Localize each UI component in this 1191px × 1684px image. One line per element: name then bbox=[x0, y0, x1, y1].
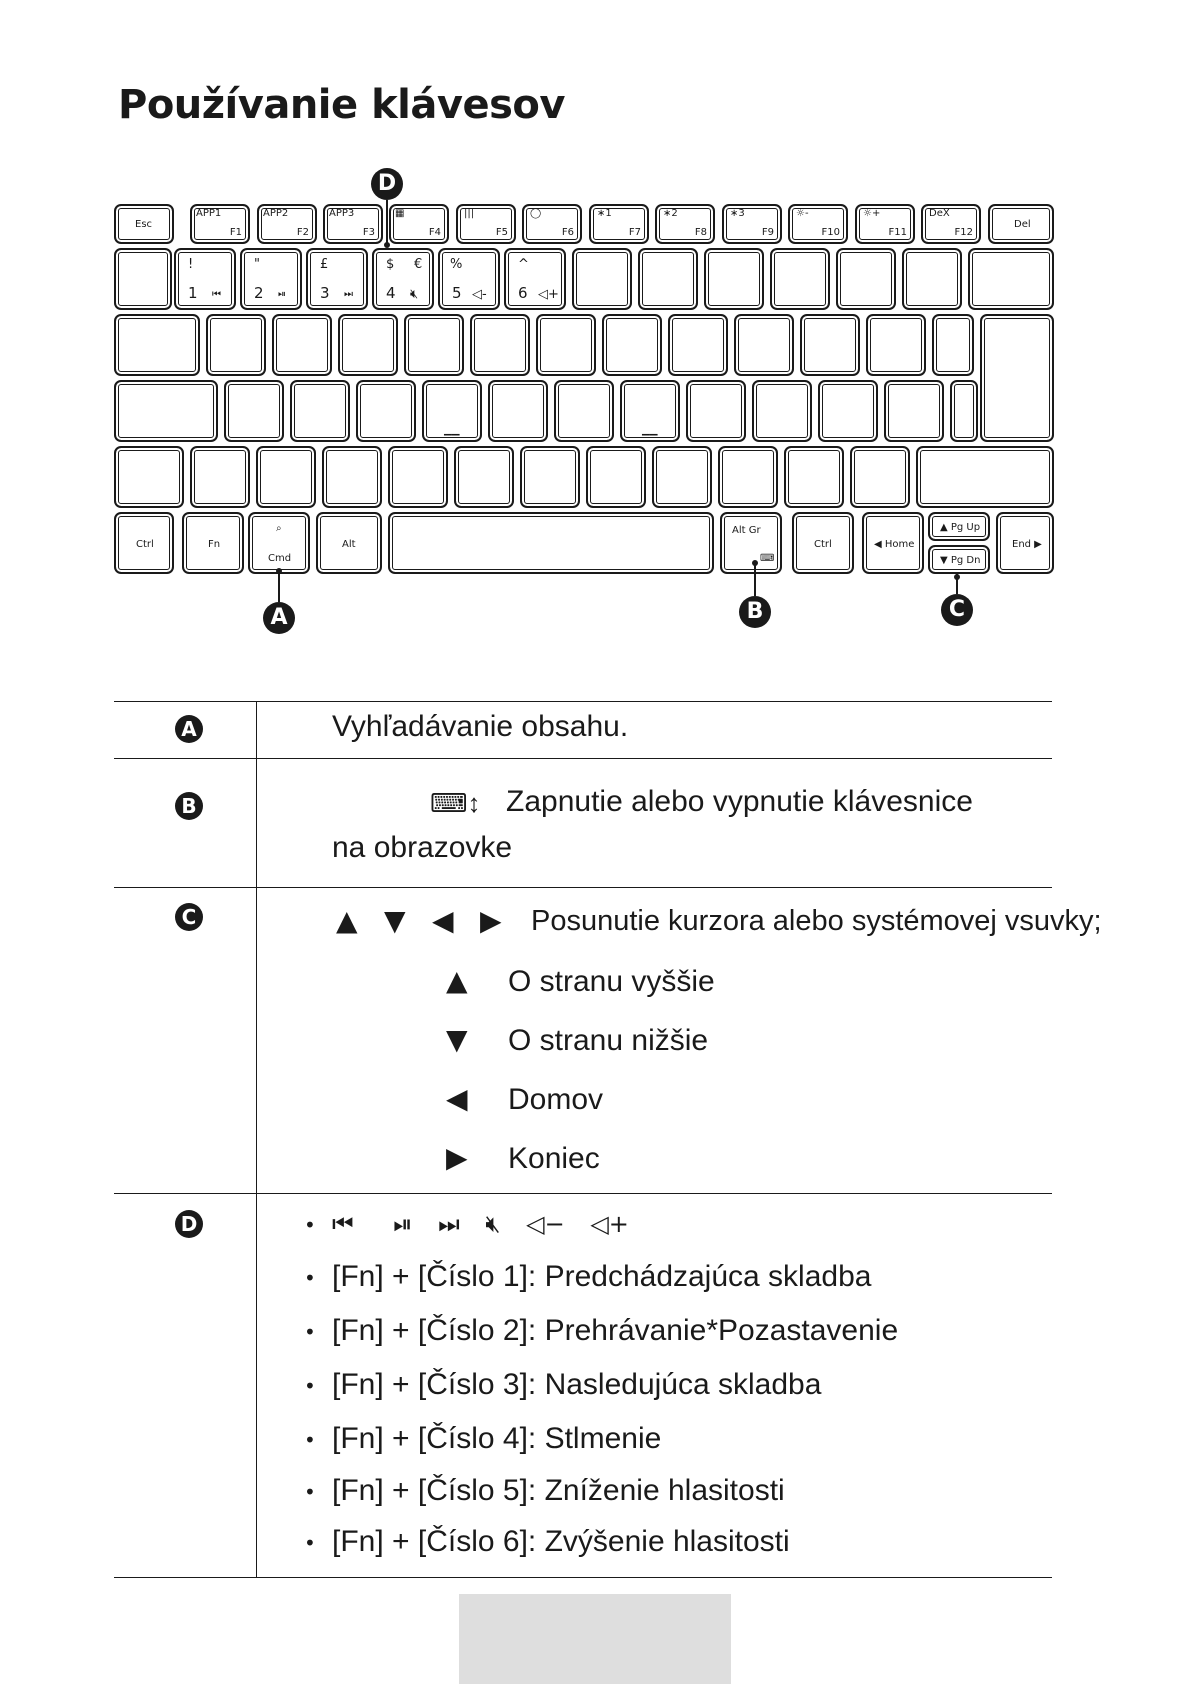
key-equals bbox=[902, 248, 962, 310]
row-c-item: Koniec bbox=[508, 1142, 600, 1175]
key-f9: ∗3 F9 bbox=[722, 204, 782, 244]
shortcut-item: [Fn] + [Číslo 2]: Prehrávanie*Pozastavenie bbox=[332, 1314, 899, 1347]
key-2: " 2 ⏯ bbox=[240, 248, 302, 310]
table-rule bbox=[114, 758, 1052, 759]
bullet: • bbox=[304, 1428, 316, 1452]
key-n bbox=[586, 446, 646, 508]
key-alt: Alt bbox=[316, 512, 382, 574]
row-c-item: Domov bbox=[508, 1083, 604, 1116]
key-backslash bbox=[190, 446, 250, 508]
key-k bbox=[686, 380, 746, 442]
callout-b-dot bbox=[752, 560, 758, 566]
row-badge-b: B bbox=[175, 792, 203, 820]
table-rule bbox=[114, 1193, 1052, 1194]
key-c bbox=[388, 446, 448, 508]
arrow-left-icon: ◀ bbox=[446, 1082, 468, 1115]
row-b-text-2: na obrazovke bbox=[332, 831, 513, 864]
key-f1: APP1 F1 bbox=[190, 204, 250, 244]
key-ctrl-right: Ctrl bbox=[792, 512, 854, 574]
row-badge-a: A bbox=[175, 715, 203, 743]
key-q bbox=[206, 314, 266, 376]
key-f bbox=[422, 380, 482, 442]
key-semicolon bbox=[818, 380, 878, 442]
key-del: Del bbox=[988, 204, 1054, 244]
recent-apps-icon: ▦ bbox=[395, 208, 405, 219]
key-8 bbox=[638, 248, 698, 310]
key-ctrl-left: Ctrl bbox=[114, 512, 174, 574]
row-badge-c: C bbox=[175, 903, 203, 931]
key-esc: Esc bbox=[114, 204, 174, 244]
key-f3: APP3 F3 bbox=[323, 204, 383, 244]
row-badge-d: D bbox=[175, 1210, 203, 1238]
row-c-item: O stranu vyššie bbox=[508, 965, 715, 998]
arrow-down-icon: ▼ bbox=[446, 1023, 468, 1056]
key-7 bbox=[572, 248, 632, 310]
key-caps bbox=[114, 380, 218, 442]
row-b-text-1: Zapnutie alebo vypnutie klávesnice bbox=[506, 785, 973, 818]
key-pgdn: ▼ Pg Dn bbox=[928, 545, 990, 574]
key-shift-left bbox=[114, 446, 184, 508]
shortcut-item: [Fn] + [Číslo 3]: Nasledujúca skladba bbox=[332, 1368, 822, 1401]
key-o bbox=[734, 314, 794, 376]
arrow-right-icon: ▶ bbox=[480, 904, 502, 937]
table-divider bbox=[256, 701, 257, 1577]
volume-down-icon: ◁− bbox=[526, 1210, 565, 1238]
key-a bbox=[224, 380, 284, 442]
bullet: • bbox=[304, 1480, 316, 1504]
bullet: • bbox=[304, 1213, 316, 1237]
key-quote bbox=[884, 380, 944, 442]
key-period bbox=[784, 446, 844, 508]
key-bracket-close bbox=[932, 314, 974, 376]
callout-d: D bbox=[371, 168, 403, 200]
table-rule bbox=[114, 701, 1052, 702]
key-y bbox=[536, 314, 596, 376]
callout-d-line bbox=[386, 200, 388, 246]
key-1: ! 1 ⏮ bbox=[174, 248, 236, 310]
key-l bbox=[752, 380, 812, 442]
shortcut-item: [Fn] + [Číslo 6]: Zvýšenie hlasitosti bbox=[332, 1525, 790, 1558]
keyboard-toggle-icon: ⌨ bbox=[760, 553, 775, 564]
key-end: End ▶ bbox=[996, 512, 1054, 574]
key-f4: ▦ F4 bbox=[389, 204, 449, 244]
key-minus bbox=[836, 248, 896, 310]
mute-icon: 🔇︎ bbox=[485, 1210, 501, 1238]
key-m bbox=[652, 446, 712, 508]
key-t bbox=[470, 314, 530, 376]
key-pgup: ▲ Pg Up bbox=[928, 512, 990, 541]
key-bracket-open bbox=[866, 314, 926, 376]
home-bump-marker: ▁▁ bbox=[444, 425, 460, 436]
key-comma bbox=[718, 446, 778, 508]
key-f8: ∗2 F8 bbox=[655, 204, 715, 244]
page-title: Používanie klávesov bbox=[118, 82, 565, 128]
brightness-down-icon: ☼- bbox=[796, 208, 809, 219]
media-icons-row bbox=[332, 1210, 629, 1238]
key-backtick bbox=[114, 248, 172, 310]
volume-up-icon: ◁+ bbox=[538, 287, 559, 302]
key-f12: DeX F12 bbox=[921, 204, 981, 244]
key-p bbox=[800, 314, 860, 376]
recent-icon: ||| bbox=[464, 208, 475, 219]
search-icon: ⌕ bbox=[276, 523, 282, 534]
volume-up-icon: ◁+ bbox=[590, 1210, 629, 1238]
table-rule bbox=[114, 1577, 1052, 1578]
brightness-up-icon: ☼+ bbox=[863, 208, 881, 219]
home-bump-marker: ▁▁ bbox=[642, 425, 658, 436]
play-pause-icon: ⏯ bbox=[393, 1210, 413, 1238]
key-r bbox=[404, 314, 464, 376]
callout-b-line bbox=[754, 562, 756, 596]
bluetooth-3-icon: ∗3 bbox=[730, 208, 745, 219]
key-cmd: ⌕ Cmd bbox=[248, 512, 310, 574]
key-fn: Fn bbox=[182, 512, 244, 574]
key-6: ^ 6 ◁+ bbox=[504, 248, 566, 310]
key-i bbox=[668, 314, 728, 376]
key-shift-right bbox=[916, 446, 1054, 508]
shortcut-item: [Fn] + [Číslo 4]: Stlmenie bbox=[332, 1422, 662, 1455]
next-track-icon: ⏭ bbox=[438, 1210, 460, 1238]
callout-d-dot bbox=[384, 242, 390, 248]
key-w bbox=[272, 314, 332, 376]
row-c-text: Posunutie kurzora alebo systémovej vsuvky; bbox=[531, 905, 1102, 937]
volume-down-icon: ◁- bbox=[472, 287, 487, 302]
shortcut-item: [Fn] + [Číslo 5]: Zníženie hlasitosti bbox=[332, 1474, 785, 1507]
keyboard-toggle-icon: ⌨↕ bbox=[430, 788, 481, 818]
key-v bbox=[454, 446, 514, 508]
bullet: • bbox=[304, 1531, 316, 1555]
arrow-right-icon: ▶ bbox=[446, 1141, 468, 1174]
key-tab bbox=[114, 314, 200, 376]
key-e bbox=[338, 314, 398, 376]
key-f11: ☼+ F11 bbox=[855, 204, 915, 244]
row-a-text: Vyhľadávanie obsahu. bbox=[332, 710, 629, 743]
key-h bbox=[554, 380, 614, 442]
previous-track-icon: ⏮ bbox=[332, 1210, 354, 1238]
arrow-down-icon: ▼ bbox=[384, 904, 406, 937]
key-f2: APP2 F2 bbox=[257, 204, 317, 244]
callout-b: B bbox=[739, 596, 771, 628]
key-3: £ 3 ⏭ bbox=[306, 248, 368, 310]
key-hash bbox=[950, 380, 978, 442]
previous-track-icon: ⏮ bbox=[212, 289, 221, 300]
bullet: • bbox=[304, 1320, 316, 1344]
key-z bbox=[256, 446, 316, 508]
key-u bbox=[602, 314, 662, 376]
callout-a-dot bbox=[276, 568, 282, 574]
callout-a: A bbox=[263, 602, 295, 634]
key-home: ◀ Home bbox=[862, 512, 924, 574]
key-backspace bbox=[968, 248, 1054, 310]
key-altgr: Alt Gr ⌨ bbox=[720, 512, 782, 574]
play-pause-icon: ⏯ bbox=[278, 289, 286, 300]
page-footer-tab bbox=[459, 1594, 731, 1684]
key-0 bbox=[770, 248, 830, 310]
key-enter bbox=[980, 314, 1054, 442]
key-b bbox=[520, 446, 580, 508]
key-f6: ◯ F6 bbox=[522, 204, 582, 244]
key-5: % 5 ◁- bbox=[438, 248, 500, 310]
arrow-up-icon: ▲ bbox=[336, 904, 358, 937]
home-icon: ◯ bbox=[530, 208, 542, 219]
callout-c-dot bbox=[954, 574, 960, 580]
key-x bbox=[322, 446, 382, 508]
next-track-icon: ⏭ bbox=[344, 289, 353, 300]
callout-c: C bbox=[941, 594, 973, 626]
bluetooth-1-icon: ∗1 bbox=[597, 208, 612, 219]
mute-icon: 🔇︎ bbox=[410, 287, 419, 302]
key-g bbox=[488, 380, 548, 442]
bluetooth-2-icon: ∗2 bbox=[663, 208, 678, 219]
key-f10: ☼- F10 bbox=[788, 204, 848, 244]
key-space bbox=[388, 512, 714, 574]
key-4: $ € 4 🔇︎ bbox=[372, 248, 434, 310]
key-j bbox=[620, 380, 680, 442]
key-s bbox=[290, 380, 350, 442]
callout-a-line bbox=[278, 570, 280, 602]
shortcut-item: [Fn] + [Číslo 1]: Predchádzajúca skladba bbox=[332, 1260, 872, 1293]
table-rule bbox=[114, 887, 1052, 888]
key-slash bbox=[850, 446, 910, 508]
arrow-up-icon: ▲ bbox=[446, 964, 468, 997]
row-c-item: O stranu nižšie bbox=[508, 1024, 709, 1057]
bullet: • bbox=[304, 1266, 316, 1290]
key-d bbox=[356, 380, 416, 442]
arrow-left-icon: ◀ bbox=[432, 904, 454, 937]
key-f7: ∗1 F7 bbox=[589, 204, 649, 244]
key-f5: ||| F5 bbox=[456, 204, 516, 244]
key-9 bbox=[704, 248, 764, 310]
bullet: • bbox=[304, 1374, 316, 1398]
